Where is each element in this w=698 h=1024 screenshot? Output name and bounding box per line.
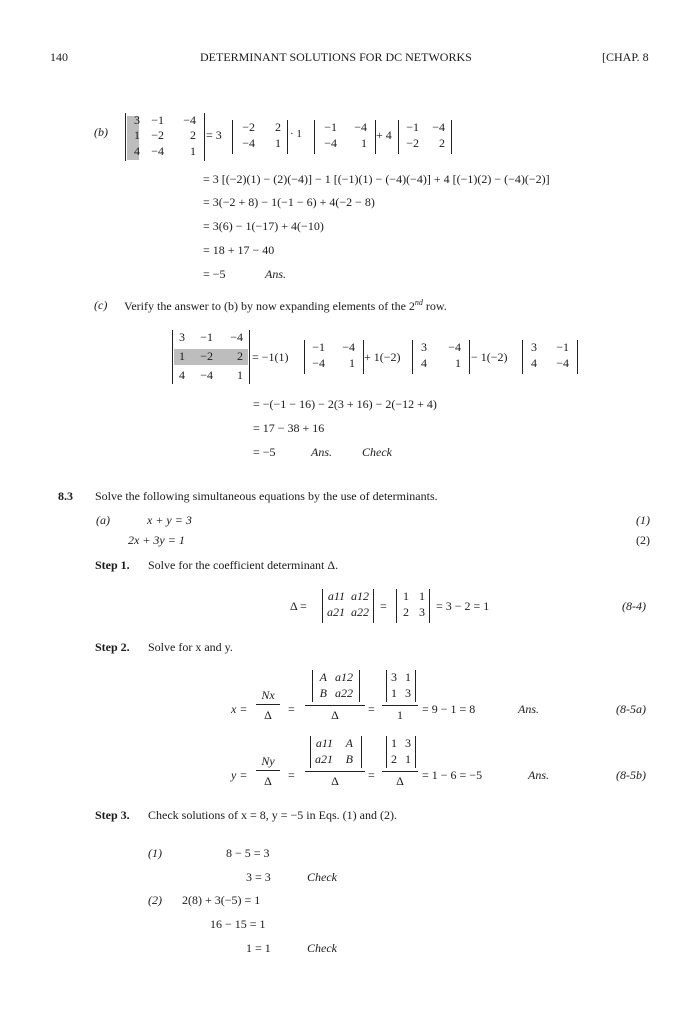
x-sym-bar — [305, 705, 365, 706]
coefficient-numeric: 1 1 2 3 — [396, 589, 430, 623]
b-step-1: = 3 [(−2)(1) − (2)(−4)] − 1 [(−1)(1) − (−4)(−4)] + 4 [(−1)(2) − (−4)(−2)] — [203, 172, 550, 186]
delta-eq: = — [380, 599, 387, 613]
part-c-label: (c) — [94, 298, 108, 312]
x-num-den: 1 — [397, 708, 403, 722]
c-op1: + 1(−2) — [364, 350, 401, 364]
y-num-bar — [382, 771, 418, 772]
x-frac-den: Δ — [264, 708, 272, 722]
step-2-label: Step 2. — [95, 640, 130, 654]
c-result: = −5 — [253, 445, 276, 459]
y-sym-bar — [305, 771, 365, 772]
b-result: = −5 — [203, 267, 226, 281]
y-ans: Ans. — [528, 768, 549, 782]
minor-c-2: 3 −4 4 1 — [412, 340, 470, 374]
check-1-line-2: 3 = 3 — [246, 870, 271, 884]
minor-b-1: −2 2 −4 1 — [232, 120, 288, 154]
check-2-line-3: 1 = 1 — [246, 941, 271, 955]
x-frac-bar — [256, 704, 280, 705]
y-sym-den: Δ — [331, 774, 339, 788]
y-frac-den: Δ — [264, 774, 272, 788]
eq-tag-8-5b: (8-5b) — [616, 768, 646, 782]
equation-2-tag: (2) — [636, 533, 650, 547]
check-1-label: (1) — [148, 846, 162, 860]
determinant-main-b: 3 −1 −4 1 −2 2 4 −4 1 — [125, 113, 205, 161]
delta-lhs: Δ = — [290, 599, 307, 613]
x-eq-1: = — [288, 702, 295, 716]
c-step-1: = −(−1 − 16) − 2(3 + 16) − 2(−12 + 4) — [253, 397, 437, 411]
problem-number: 8.3 — [58, 489, 73, 503]
x-lhs: x = — [231, 702, 248, 716]
op-plus-4: + 4 — [376, 128, 392, 142]
page-number: 140 — [50, 50, 68, 64]
y-numerator-numeric: 1 3 2 1 — [386, 736, 416, 768]
problem-statement: Solve the following simultaneous equations by the use of determinants. — [95, 489, 438, 503]
eq-tag-8-5a: (8-5a) — [616, 702, 646, 716]
y-num-den: Δ — [396, 774, 404, 788]
b-step-3: = 3(6) − 1(−17) + 4(−10) — [203, 219, 324, 233]
x-frac-num: Nx — [261, 688, 275, 702]
equation-2: 2x + 3y = 1 — [128, 533, 185, 547]
equation-1-tag: (1) — [636, 513, 650, 527]
delta-rhs: = 3 − 2 = 1 — [436, 599, 490, 613]
part-c-text: Verify the answer to (b) by now expanding elements of the 2nd row. — [124, 298, 447, 313]
x-eq-2: = — [368, 702, 375, 716]
y-eq-2: = — [368, 768, 375, 782]
op-minus-1: · 1 — [290, 128, 302, 140]
c-eq: = −1(1) — [252, 350, 289, 364]
step-1-text: Solve for the coefficient determinant Δ. — [148, 558, 339, 572]
step-3-label: Step 3. — [95, 808, 130, 822]
determinant-main-c: 3 −1 −4 1 −2 2 4 −4 1 — [172, 330, 250, 384]
minor-c-1: −1 −4 −4 1 — [304, 340, 364, 374]
x-numerator-numeric: 3 1 1 3 — [386, 670, 416, 702]
x-numerator-symbolic: A a12 B a22 — [312, 670, 360, 702]
x-num-bar — [382, 705, 418, 706]
coefficient-symbolic: a11 a12 a21 a22 — [322, 589, 374, 623]
step-3-text: Check solutions of x = 8, y = −5 in Eqs. (1) and (2). — [148, 808, 397, 822]
check-2-line-2: 16 − 15 = 1 — [210, 917, 266, 931]
c-step-2: = 17 − 38 + 16 — [253, 421, 325, 435]
x-rhs: = 9 − 1 = 8 — [422, 702, 476, 716]
y-frac-num: Ny — [261, 754, 275, 768]
running-title: DETERMINANT SOLUTIONS FOR DC NETWORKS — [200, 50, 472, 64]
minor-c-3: 3 −1 4 −4 — [522, 340, 578, 374]
y-frac-bar — [256, 770, 280, 771]
c-check: Check — [362, 445, 392, 459]
check-2-line-1: 2(8) + 3(−5) = 1 — [182, 893, 261, 907]
y-lhs: y = — [231, 768, 248, 782]
step-1-label: Step 1. — [95, 558, 130, 572]
x-ans: Ans. — [518, 702, 539, 716]
b-ans: Ans. — [265, 267, 286, 281]
y-rhs: = 1 − 6 = −5 — [422, 768, 483, 782]
equals-3: = 3 — [206, 128, 222, 142]
equation-1: x + y = 3 — [147, 513, 192, 527]
part-b-label: (b) — [94, 125, 108, 139]
b-step-4: = 18 + 17 − 40 — [203, 243, 275, 257]
y-eq-1: = — [288, 768, 295, 782]
part-a-label: (a) — [96, 513, 110, 527]
y-numerator-symbolic: a11 A a21 B — [310, 736, 362, 768]
b-step-2: = 3(−2 + 8) − 1(−1 − 6) + 4(−2 − 8) — [203, 195, 375, 209]
check-1-line-1: 8 − 5 = 3 — [226, 846, 270, 860]
minor-b-3: −1 −4 −2 2 — [398, 120, 452, 154]
check-2-check: Check — [307, 941, 337, 955]
c-ans: Ans. — [311, 445, 332, 459]
c-op2: − 1(−2) — [471, 350, 508, 364]
eq-tag-8-4: (8-4) — [622, 599, 646, 613]
x-sym-den: Δ — [331, 708, 339, 722]
chapter-label: [CHAP. 8 — [602, 50, 649, 64]
step-2-text: Solve for x and y. — [148, 640, 233, 654]
check-1-check: Check — [307, 870, 337, 884]
minor-b-2: −1 −4 −4 1 — [314, 120, 376, 154]
check-2-label: (2) — [148, 893, 162, 907]
